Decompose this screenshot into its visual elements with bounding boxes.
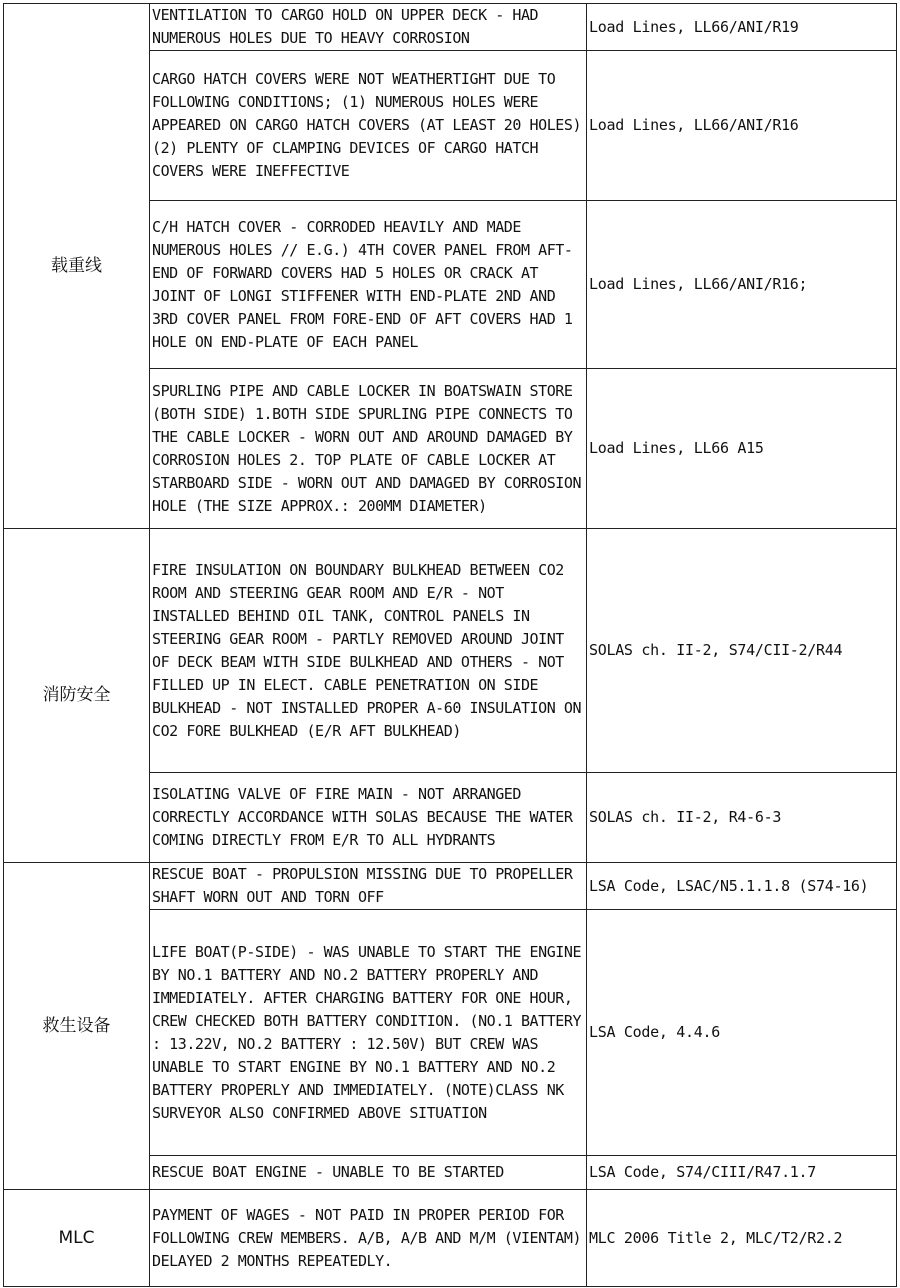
deficiency-cell: SPURLING PIPE AND CABLE LOCKER IN BOATSWAIN STORE (BOTH SIDE) 1.BOTH SIDE SPURLING PIPE CONNECTS TO THE CABLE LOCKER - WORN OUT AND AROUND DAMAGED BY CORROSION HOLES 2. TOP PLATE OF CABLE LOCKER AT STARBOARD SIDE - WORN OUT AND DAMAGED BY CORROSION HOLE (THE SIZE APPROX.: 200MM DIAMETER) bbox=[150, 369, 587, 529]
reference-cell: SOLAS ch. II-2, R4-6-3 bbox=[587, 773, 897, 863]
category-cell-fire-safety: 消防安全 bbox=[4, 529, 150, 863]
deficiency-cell: CARGO HATCH COVERS WERE NOT WEATHERTIGHT DUE TO FOLLOWING CONDITIONS; (1) NUMEROUS HOLES WERE APPEARED ON CARGO HATCH COVERS (AT LEAST 20 HOLES) (2) PLENTY OF CLAMPING DEVICES OF CARGO HATCH COVERS WERE INEFFECTIVE bbox=[150, 51, 587, 201]
category-cell-mlc: MLC bbox=[4, 1190, 150, 1287]
reference-cell: Load Lines, LL66/ANI/R16; bbox=[587, 201, 897, 369]
reference-cell: LSA Code, LSAC/N5.1.1.8 (S74-16) bbox=[587, 863, 897, 910]
deficiency-cell: VENTILATION TO CARGO HOLD ON UPPER DECK - HAD NUMEROUS HOLES DUE TO HEAVY CORROSION bbox=[150, 4, 587, 51]
table-row bbox=[4, 4, 897, 51]
reference-cell: LSA Code, S74/CIII/R47.1.7 bbox=[587, 1156, 897, 1190]
table-row bbox=[4, 529, 897, 773]
deficiency-table bbox=[3, 3, 897, 1287]
reference-cell: Load Lines, LL66 A15 bbox=[587, 369, 897, 529]
deficiency-cell: RESCUE BOAT - PROPULSION MISSING DUE TO PROPELLER SHAFT WORN OUT AND TORN OFF bbox=[150, 863, 587, 910]
table-row bbox=[4, 1190, 897, 1287]
reference-cell: Load Lines, LL66/ANI/R19 bbox=[587, 4, 897, 51]
category-cell-load-lines: 载重线 bbox=[4, 4, 150, 529]
deficiency-cell: RESCUE BOAT ENGINE - UNABLE TO BE STARTED bbox=[150, 1156, 587, 1190]
reference-cell: Load Lines, LL66/ANI/R16 bbox=[587, 51, 897, 201]
table-row bbox=[4, 863, 897, 910]
reference-cell: MLC 2006 Title 2, MLC/T2/R2.2 bbox=[587, 1190, 897, 1287]
category-cell-life-saving: 救生设备 bbox=[4, 863, 150, 1190]
reference-cell: LSA Code, 4.4.6 bbox=[587, 910, 897, 1156]
reference-cell: SOLAS ch. II-2, S74/CII-2/R44 bbox=[587, 529, 897, 773]
deficiency-cell: ISOLATING VALVE OF FIRE MAIN - NOT ARRANGED CORRECTLY ACCORDANCE WITH SOLAS BECAUSE THE WATER COMING DIRECTLY FROM E/R TO ALL HYDRANTS bbox=[150, 773, 587, 863]
deficiency-cell: LIFE BOAT(P-SIDE) - WAS UNABLE TO START THE ENGINE BY NO.1 BATTERY AND NO.2 BATTERY PROPERLY AND IMMEDIATELY. AFTER CHARGING BATTERY FOR ONE HOUR, CREW CHECKED BOTH BATTERY CONDITION. (NO.1 BATTERY : 13.22V, NO.2 BATTERY : 12.50V) BUT CREW WAS UNABLE TO START ENGINE BY NO.1 BATTERY AND NO.2 BATTERY PROPERLY AND IMMEDIATELY. (NOTE)CLASS NK SURVEYOR ALSO CONFIRMED ABOVE SITUATION bbox=[150, 910, 587, 1156]
deficiency-cell: PAYMENT OF WAGES - NOT PAID IN PROPER PERIOD FOR FOLLOWING CREW MEMBERS. A/B, A/B AND M/M (VIENTAM) DELAYED 2 MONTHS REPEATEDLY. bbox=[150, 1190, 587, 1287]
deficiency-cell: C/H HATCH COVER - CORRODED HEAVILY AND MADE NUMEROUS HOLES // E.G.) 4TH COVER PANEL FROM AFT-END OF FORWARD COVERS HAD 5 HOLES OR CRACK AT JOINT OF LONGI STIFFENER WITH END-PLATE 2ND AND 3RD COVER PANEL FROM FORE-END OF AFT COVERS HAD 1 HOLE ON END-PLATE OF EACH PANEL bbox=[150, 201, 587, 369]
deficiency-cell: FIRE INSULATION ON BOUNDARY BULKHEAD BETWEEN CO2 ROOM AND STEERING GEAR ROOM AND E/R - NOT INSTALLED BEHIND OIL TANK, CONTROL PANELS IN STEERING GEAR ROOM - PARTLY REMOVED AROUND JOINT OF DECK BEAM WITH SIDE BULKHEAD AND OTHERS - NOT FILLED UP IN ELECT. CABLE PENETRATION ON SIDE BULKHEAD - NOT INSTALLED PROPER A-60 INSULATION ON CO2 FORE BULKHEAD (E/R AFT BULKHEAD) bbox=[150, 529, 587, 773]
